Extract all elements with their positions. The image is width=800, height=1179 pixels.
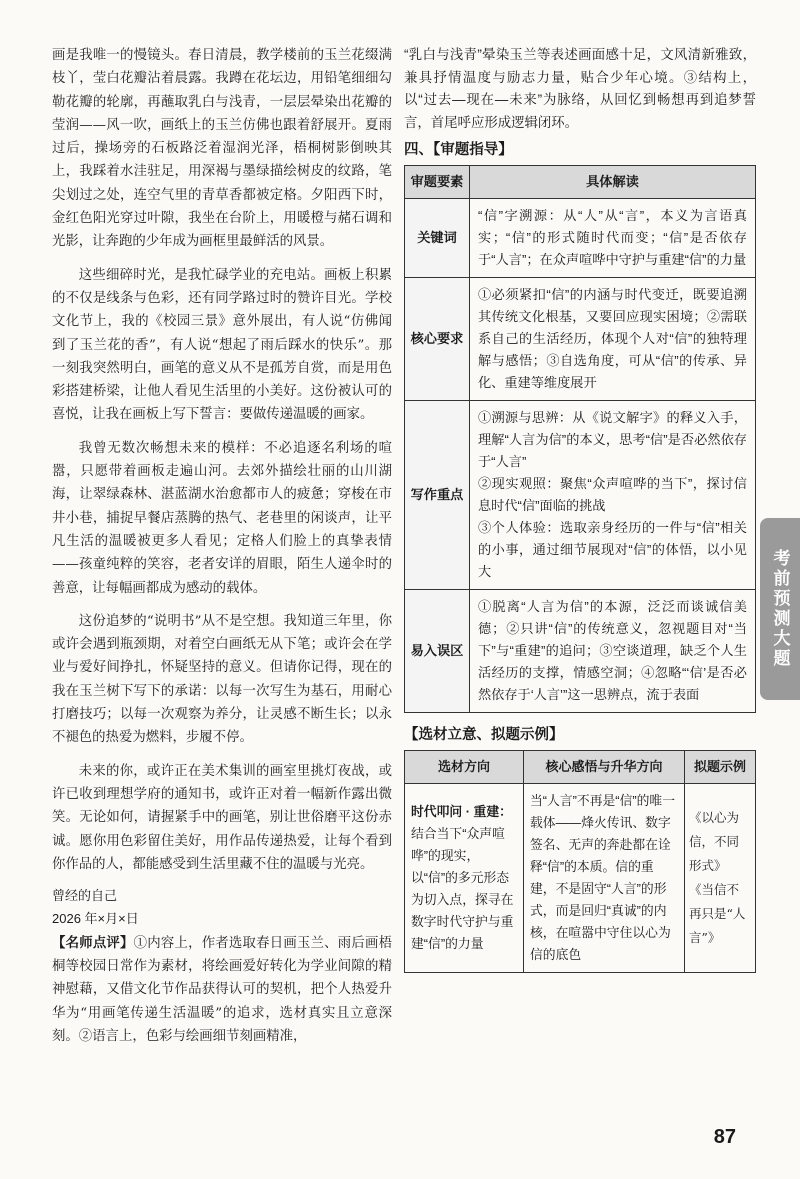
row-line: “信”字溯源：从“人”从“言”，本义为言语真实；“信”的形式随时代而变；“信”是否依存于“人言”；在众声喧哗中守护与重建“信”的力量 (478, 208, 747, 267)
row-line: ①必须紧扣“信”的内涵与时代变迁，既要追溯其传统文化根基，又要回应现实困境；②需联系自己的生活经历，体现个人对“信”的独特理解与感悟；③自选角度，可从“信”的传承、异化、重建等维度展开 (478, 287, 747, 390)
page-number: 87 (713, 1126, 736, 1148)
title-example-cell (685, 784, 756, 973)
row-key-keyword: 关键词 (405, 199, 470, 278)
side-tab (760, 518, 800, 700)
review-text: ①内容上，作者选取春日画玉兰、雨后画梧桐等校园日常作为素材，将绘画爱好转化为学业间隙的精神慰藉，又借文化节作品获得认可的契机，把个人热爱升华为“用画笔传递生活温暖”的追求，选材真实且立意深刻。②语言上，色彩与绘画细节刻画精准， (52, 935, 393, 1044)
essay-paragraph-4: 这份追梦的“说明书”从不是空想。我知道三年里，你或许会遇到瓶颈期，对着空白画纸无从下笔；或许会在学业与爱好间挣扎，怀疑坚持的意义。但请你记得，现在的我在玉兰树下写下的承诺：以每一次写生为基石，用耐心打磨技巧；以每一次观察为养分，让灵感不断生长；以永不褪色的热爱为燃料，步履不停。 (52, 613, 392, 746)
examples-table (404, 750, 756, 973)
insight-cell: 当“人言”不再是“信”的唯一载体——烽火传讯、数字签名、无声的奔赴都在诠释“信”的本质。信的重建，不是固守“人言”的形式，而是回归“真诚”的内核，在喧嚣中守住以心为信的底色 (524, 784, 685, 973)
row-key-core: 核心要求 (405, 278, 470, 401)
row-value (470, 199, 756, 278)
table-row (405, 590, 756, 713)
row-key-focus: 写作重点 (405, 401, 470, 590)
table-row (405, 199, 756, 278)
essay-paragraph-1: 画是我唯一的慢镜头。春日清晨，教学楼前的玉兰花缀满枝丫，莹白花瓣沾着晨露。我蹲在花坛边，用铅笔细细勾勒花瓣的轮廓，再蘸取乳白与浅青，一层层晕染出花瓣的莹润——风一吹，画纸上的玉兰仿佛也跟着舒展开。夏雨过后，操场旁的石板路泛着湿润光泽，梧桐树影倒映其上，我踩着水洼驻足，用深褐与墨绿描绘树皮的纹路，笔尖划过之处，连空气里的青草香都被定格。夕阳西下时，金红色阳光穿过叶隙，我坐在台阶上，用暖橙与赭石调和光影，让奔跑的少年成为画框里最鲜活的风景。 (52, 48, 392, 250)
essay-paragraph-3: 我曾无数次畅想未来的模样：不必追逐名利场的喧嚣，只愿带着画板走遍山河。去郊外描绘壮丽的山川湖海，让翠绿森林、湛蓝湖水治愈都市人的疲惫；穿梭在市井小巷，捕捉早餐店蒸腾的热气、老巷里的闲谈声，让平凡生活的温暖被更多人看见；定格人们脸上的真挚表情——孩童纯粹的笑容，老者安详的眉眼，陌生人递伞时的善意，让每幅画都成为感动的载体。 (52, 440, 392, 596)
row-value (470, 401, 756, 590)
teacher-review (52, 931, 392, 1048)
header-insight: 核心感悟与升华方向 (524, 751, 685, 784)
examples-header-row (405, 751, 756, 784)
material-text: 结合当下“众声喧哗”的现实，以“信”的多元形态为切入点，探寻在数字时代守护与重建“信”的力量 (411, 826, 514, 951)
header-interpretation: 具体解读 (470, 166, 756, 199)
row-key-pitfalls: 易入误区 (405, 590, 470, 713)
essay-column (52, 44, 392, 1048)
guidance-column (404, 44, 756, 973)
material-cell (405, 784, 524, 973)
header-title-example: 拟题示例 (685, 751, 756, 784)
row-value (470, 278, 756, 401)
side-tab-label: 考前预测大题 (770, 549, 790, 669)
row-value (470, 590, 756, 713)
table-row (405, 401, 756, 590)
guidance-table (404, 165, 756, 713)
title-example: 《当信不再只是“人言”》 (689, 882, 746, 945)
material-label: 时代叩问 · 重建： (411, 804, 512, 819)
title-example: 《以心为信，不同形式》 (689, 810, 740, 873)
guidance-header-row (405, 166, 756, 199)
row-line: ①溯源与思辨：从《说文解字》的释义入手，理解“人言为信”的本义，思考“信”是否必然依存于“人言” (478, 410, 747, 469)
table-row (405, 784, 756, 973)
essay-date: 2026 年×月×日 (52, 911, 139, 927)
essay-paragraph-2: 这些细碎时光，是我忙碌学业的充电站。画板上积累的不仅是线条与色彩，还有同学路过时的赞许目光。学校文化节上，我的《校园三景》意外展出，有人说“仿佛闻到了玉兰花的香”，有人说“想起了雨后踩水的快乐”。那一刻我突然明白，画笔的意义从不是孤芳自赏，而是用色彩搭建桥梁，让他人看见生活里的小美好。这份被认可的喜悦，让我在画板上写下誓言：要做传递温暖的画家。 (52, 267, 392, 423)
essay-paragraph-5: 未来的你，或许正在美术集训的画室里挑灯夜战，或许已收到理想学府的通知书，或许正对着一幅新作露出微笑。无论如何，请握紧手中的画笔，别让世俗磨平这份赤诚。愿你用色彩留住美好，用作品传递热爱，让每个看到你作品的人，都能感受到生活里藏不住的温暖与光亮。 (52, 763, 392, 872)
section-title-guidance: 四、【审题指导】 (404, 142, 513, 158)
table-row (405, 278, 756, 401)
row-line: ③个人体验：选取亲身经历的一件与“信”相关的小事，通过细节展现对“信”的体悟，以小见大 (478, 520, 747, 579)
essay-signature: 曾经的自己 (52, 888, 118, 904)
review-tag: 【名师点评】 (52, 934, 134, 950)
row-line: ①脱离“人言为信”的本源，泛泛而谈诚信美德；②只讲“信”的传统意义，忽视题目对“当下”与“重建”的追问；③空谈道理，缺乏个人生活经历的支撑，情感空洞；④忽略“‘信’是否必然依存于‘人言’”这一思辨点，流于表面 (478, 599, 747, 702)
section-title-examples: 【选材立意、拟题示例】 (404, 727, 564, 743)
row-line: ②现实观照：聚焦“众声喧哗的当下”，探讨信息时代“信”面临的挑战 (478, 476, 747, 513)
header-material: 选材方向 (405, 751, 524, 784)
review-continuation: “乳白与浅青”晕染玉兰等表述画面感十足，文风清新雅致，兼具抒情温度与励志力量，贴合少年心境。③结构上，以“过去—现在—未来”为脉络，从回忆到畅想再到追梦誓言，首尾呼应形成逻辑闭环。 (404, 47, 756, 130)
header-element: 审题要素 (405, 166, 470, 199)
